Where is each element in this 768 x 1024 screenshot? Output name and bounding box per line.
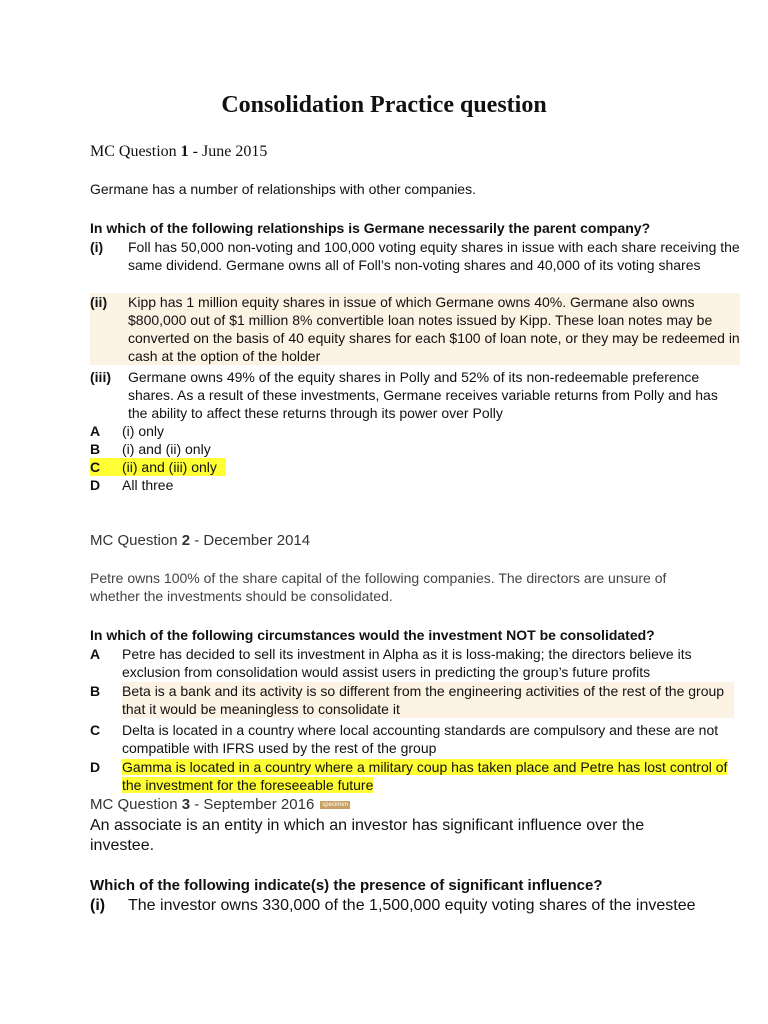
q1-item-label: (ii) bbox=[90, 294, 108, 310]
highlighted-answer: Gamma is located in a country where a military coup has taken place and Petre has lost control of the investment for the foreseeable future bbox=[122, 759, 728, 793]
q1-item-label: (i) bbox=[90, 239, 104, 255]
option-text: Petre has decided to sell its investment in Alpha as it is loss-making; the directors believe its exclusion from consolidation would assist users in predicting the group’s future profits bbox=[122, 646, 692, 680]
q1-heading-number: 1 bbox=[180, 143, 189, 160]
q1-intro: Germane has a number of relationships with other companies. bbox=[90, 181, 476, 197]
q2-option-d bbox=[90, 758, 740, 794]
q1-option-b bbox=[90, 440, 290, 458]
q2-heading-prefix: MC Question bbox=[90, 532, 182, 549]
option-text: Beta is a bank and its activity is so different from the engineering activities of the rest of the group that it would be meaningless to consolidate it bbox=[122, 682, 734, 718]
q3-heading bbox=[90, 796, 350, 813]
q3-item-i bbox=[90, 896, 740, 916]
page-title: Consolidation Practice question bbox=[221, 92, 547, 118]
q2-option-c bbox=[90, 721, 740, 757]
option-label: C bbox=[90, 459, 101, 475]
q3-item-label: (i) bbox=[90, 897, 106, 914]
q1-option-d bbox=[90, 476, 290, 494]
q3-question: Which of the following indicate(s) the presence of significant influence? bbox=[90, 877, 603, 894]
q1-item-text: Kipp has 1 million equity shares in issue of which Germane owns 40%. Germane also owns $800,000 out of $1 million 8% convertible loan notes issued by Kipp. These loan notes may be converted on the basis of 40 equity shares for each $100 of loan note, or they may be redeemed in cash at the option of the holder bbox=[128, 294, 740, 364]
option-label: C bbox=[90, 722, 101, 738]
q1-option-a bbox=[90, 422, 290, 440]
q2-heading-number: 2 bbox=[181, 532, 191, 549]
q3-heading-prefix: MC Question bbox=[90, 796, 182, 813]
option-text: Delta is located in a country where local accounting standards are compulsory and these are not compatible with IFRS used by the rest of the group bbox=[122, 722, 719, 756]
q1-item-ii bbox=[90, 293, 740, 365]
q3-intro: An associate is an entity in which an investor has significant influence over the investee. bbox=[90, 817, 645, 854]
q1-item-text: Germane owns 49% of the equity shares in Polly and 52% of its non-redeemable preference shares. As a result of these investments, Germane receives variable returns from Polly and has the ability to affect these returns through its power over Polly bbox=[128, 369, 718, 421]
q1-item-text: Foll has 50,000 non-voting and 100,000 voting equity shares in issue with each share receiving the same dividend. Germane owns all of Foll’s non-voting shares and 40,000 of its voting shares bbox=[128, 239, 740, 273]
q1-item-i bbox=[90, 238, 740, 292]
option-text: All three bbox=[122, 477, 174, 493]
q1-item-iii bbox=[90, 368, 740, 422]
q1-heading-suffix: - June 2015 bbox=[188, 143, 268, 160]
option-label: B bbox=[90, 683, 101, 699]
q2-option-b bbox=[90, 682, 740, 718]
option-label: A bbox=[90, 423, 101, 439]
option-text: (i) and (ii) only bbox=[122, 441, 211, 457]
q2-option-a bbox=[90, 645, 740, 681]
option-text bbox=[122, 758, 734, 794]
option-text: (ii) and (iii) only bbox=[122, 459, 217, 475]
q1-option-c bbox=[90, 458, 226, 476]
q2-heading bbox=[90, 532, 310, 549]
option-label: A bbox=[90, 646, 101, 662]
option-label: D bbox=[90, 759, 101, 775]
q2-question: In which of the following circumstances would the investment NOT be consolidated? bbox=[90, 627, 655, 643]
option-text: (i) only bbox=[122, 423, 165, 439]
option-label: B bbox=[90, 441, 101, 457]
q1-heading bbox=[90, 143, 267, 161]
q1-heading-prefix: MC Question bbox=[90, 143, 181, 160]
q3-heading-suffix: - September 2016 bbox=[190, 796, 315, 813]
q3-heading-number: 3 bbox=[181, 796, 191, 813]
q2-heading-suffix: - December 2014 bbox=[190, 532, 311, 549]
q1-question: In which of the following relationships is Germane necessarily the parent company? bbox=[90, 220, 651, 236]
q3-item-text: The investor owns 330,000 of the 1,500,000 equity voting shares of the investee bbox=[128, 897, 696, 914]
specimen-badge: specimen bbox=[322, 802, 348, 809]
q2-intro: Petre owns 100% of the share capital of the following companies. The directors are unsure of whether the investments should be consolidated. bbox=[90, 570, 667, 604]
option-label: D bbox=[90, 477, 101, 493]
q1-item-label: (iii) bbox=[90, 369, 111, 385]
